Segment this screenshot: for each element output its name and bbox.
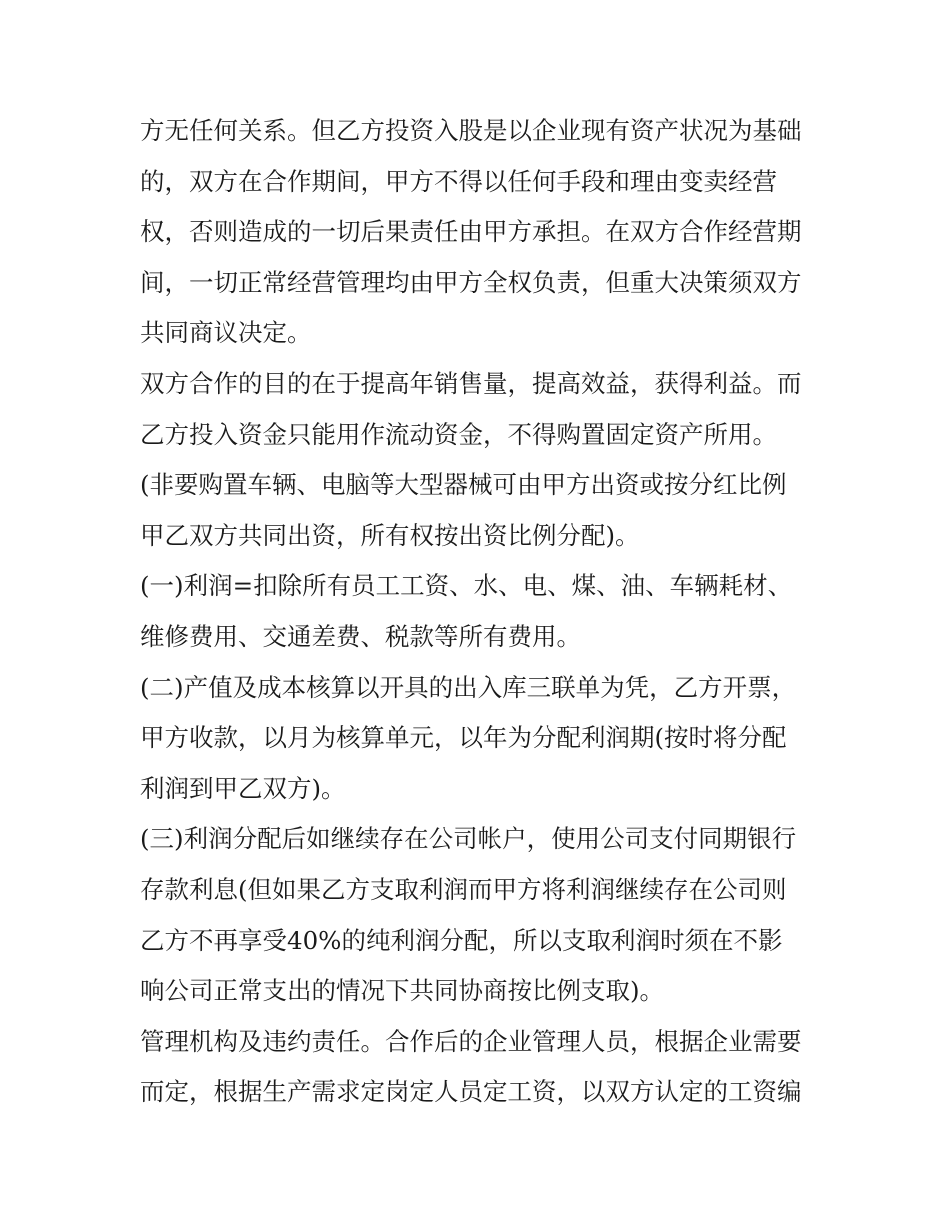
text-line: 共同商议决定。: [140, 318, 312, 348]
text-line: 间，一切正常经营管理均由甲方全权负责，但重大决策须双方: [140, 267, 802, 297]
text-line: (一)利润=扣除所有员工工资、水、电、煤、油、车辆耗材、: [140, 571, 793, 601]
text-line: 管理机构及违约责任。合作后的企业管理人员，根据企业需要: [140, 1026, 802, 1056]
document-body: [140, 106, 830, 1118]
text-line: (二)产值及成本核算以开具的出入库三联单为凭，乙方开票，: [140, 672, 797, 702]
text-line: 乙方不再享受40%的纯利润分配，所以支取利润时须在不影: [140, 925, 783, 955]
text-line: 维修费用、交通差费、税款等所有费用。: [140, 621, 581, 651]
text-line: (三)利润分配后如继续存在公司帐户，使用公司支付同期银行: [140, 824, 797, 854]
text-line: 存款利息(但如果乙方支取利润而甲方将利润继续存在公司则: [140, 874, 787, 904]
text-line: 而定，根据生产需求定岗定人员定工资，以双方认定的工资编: [140, 1077, 802, 1107]
text-line: (非要购置车辆、电脑等大型器械可由甲方出资或按分红比例: [140, 470, 787, 500]
text-line: 权，否则造成的一切后果责任由甲方承担。在双方合作经营期: [140, 217, 802, 247]
text-line: 方无任何关系。但乙方投资入股是以企业现有资产状况为基础: [140, 116, 802, 145]
text-line: 甲乙双方共同出资，所有权按出资比例分配)。: [140, 520, 640, 550]
text-line: 的，双方在合作期间，甲方不得以任何手段和理由变卖经营: [140, 166, 777, 196]
text-line: 利润到甲乙双方)。: [140, 773, 346, 803]
text-line: 响公司正常支出的情况下共同协商按比例支取)。: [140, 976, 665, 1006]
text-line: 乙方投入资金只能用作流动资金，不得购置固定资产所用。: [140, 419, 777, 449]
text-line: 甲方收款，以月为核算单元，以年为分配利润期(按时将分配: [140, 723, 787, 753]
text-line: 双方合作的目的在于提高年销售量，提高效益，获得利益。而: [140, 368, 802, 398]
